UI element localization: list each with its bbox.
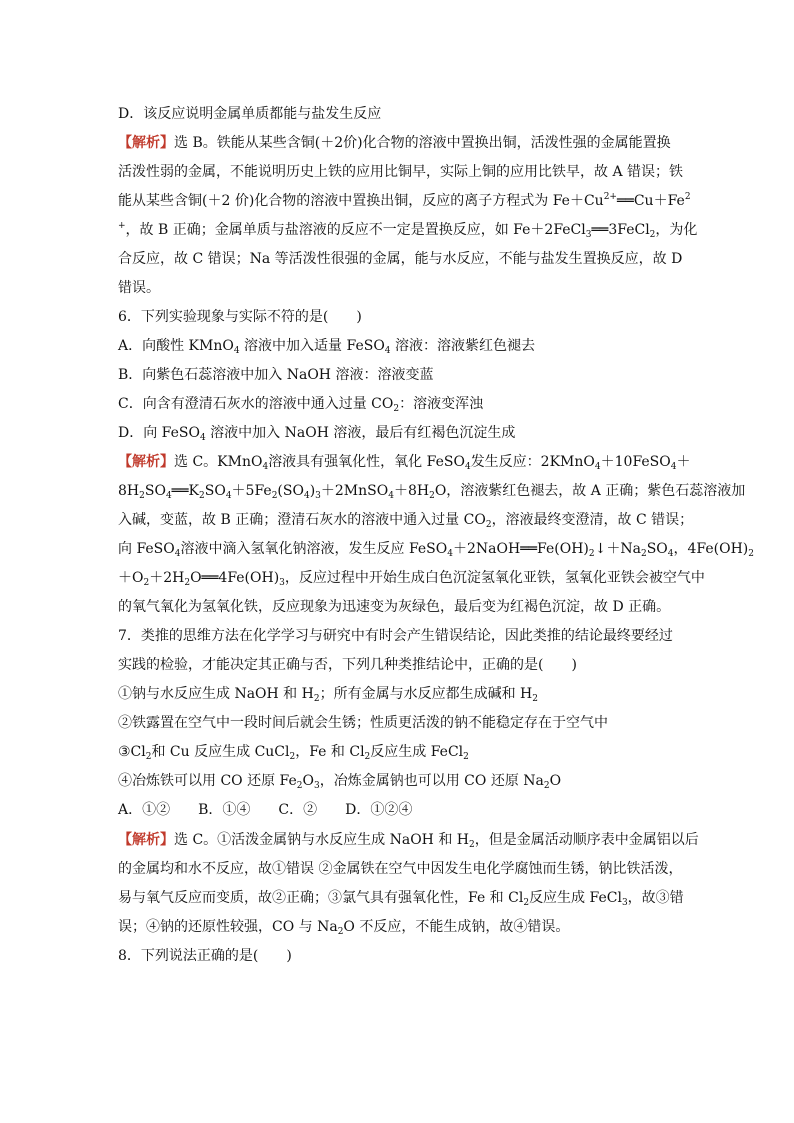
line-text: C．向含有澄清石灰水的溶液中通入过量 $CO_2$：溶液变浑浊 <box>118 396 484 414</box>
q7-analysis-line <box>118 855 683 884</box>
line-text: 选 B。铁能从某些含铜(＋2价)化合物的溶液中置换出铜，活泼性强的金属能置换 <box>174 135 671 151</box>
line-text: 6．下列实验现象与实际不符的是( ) <box>118 309 362 325</box>
line-text: $8H_2SO_4══K_2SO_4+5Fe_2(SO_4)_3+2MnSO_4+8H_2O$，溶液紫红色褪去，故 A 正确；紫色石蕊溶液加 <box>118 483 746 501</box>
q7-analysis-line <box>118 884 684 913</box>
q7-statement <box>118 767 678 796</box>
q7-statement <box>118 738 678 767</box>
q8-stem <box>118 942 678 971</box>
line-text: 选 C。KMnO$_4$溶液具有强氧化性，氧化 FeSO$_4$发生反应：2KMnO$_4$＋10FeSO$_4$＋ <box>174 454 691 472</box>
line-text: ④冶炼铁可以用 CO 还原 $Fe_2O_3$，冶炼金属钠也可以用 CO 还原 $Na_2O$ <box>118 773 562 791</box>
q7-stem <box>118 622 678 651</box>
q5-option-d <box>118 100 678 129</box>
q7-statement <box>118 680 678 709</box>
q6-analysis-line <box>118 564 705 593</box>
line-text: D．该反应说明金属单质都能与盐发生反应 <box>118 106 382 122</box>
q6-analysis-line <box>118 593 678 622</box>
line-text: $+O_2+2H_2O══4Fe(OH)_3$，反应过程中开始生成白色沉淀氢氧化亚铁，氢氧化亚铁会被空气中 <box>118 570 705 588</box>
line-text: 8．下列说法正确的是( ) <box>118 948 292 964</box>
q7-stem <box>118 651 678 680</box>
line-text: 活泼性弱的金属，不能说明历史上铁的应用比铜早，实际上铜的应用比铁早，故 A 错误；铁 <box>118 164 684 180</box>
analysis-tag: 【解析】 <box>118 454 174 470</box>
line-text: $③Cl_2$和 Cu 反应生成 CuCl$_2$，Fe 和 $Cl_2$反应生成 FeCl$_2$ <box>118 744 469 762</box>
q6-option-d <box>118 419 678 448</box>
line-text: 错误。 <box>118 280 160 296</box>
line-text: ①钠与水反应生成 NaOH 和 $H_2$；所有金属与水反应都生成碱和 $H_2$ <box>118 686 538 704</box>
q5-analysis-line <box>118 187 691 216</box>
document-page <box>118 100 755 971</box>
line-text: 的氧气氧化为氢氧化铁，反应现象为迅速变为灰绿色，最后变为红褐色沉淀，故 D 正确。 <box>118 599 671 615</box>
q6-analysis-line <box>118 535 755 564</box>
line-text: 向 FeSO$_4$溶液中滴入氢氧化钠溶液，发生反应 $FeSO_4+2NaOH══Fe(OH)_2↓+Na_2SO_4$，$4Fe(OH)_2$ <box>118 541 755 559</box>
q7-options <box>118 796 678 825</box>
q7-analysis-line <box>118 913 678 942</box>
line-text: ②铁露置在空气中一段时间后就会生锈；性质更活泼的钠不能稳定存在于空气中 <box>118 715 608 731</box>
line-text: 合反应，故 C 错误；Na 等活泼性很强的金属，能与水反应，不能与盐发生置换反应，故 D <box>118 251 683 267</box>
line-text: B．向紫色石蕊溶液中加入 NaOH 溶液：溶液变蓝 <box>118 367 434 383</box>
line-text: D．向 FeSO$_4$ 溶液中加入 NaOH 溶液，最后有红褐色沉淀生成 <box>118 425 516 443</box>
line-text: 入碱，变蓝，故 B 正确；澄清石灰水的溶液中通入过量 $CO_2$，溶液最终变澄清，故 C 错误； <box>118 512 694 530</box>
line-text: A．①② B．①④ C．② D．①②④ <box>118 802 413 818</box>
analysis-tag: 【解析】 <box>118 135 174 151</box>
q6-option-b <box>118 361 678 390</box>
q5-analysis-line <box>118 216 698 245</box>
q5-analysis-line <box>118 245 683 274</box>
line-text: A．向酸性 KMnO$_4$ 溶液中加入适量 FeSO$_4$ 溶液：溶液紫红色褪去 <box>118 338 535 356</box>
line-text: +，故 B 正确；金属单质与盐溶液的反应不一定是置换反应，如 Fe＋2FeCl$_3$══3FeCl$_2$，为化 <box>118 221 698 240</box>
q7-analysis-line <box>118 826 699 855</box>
line-text: 易与氧气反应而变质，故②正确；③氯气具有强氧化性，Fe 和 $Cl_2$反应生成 FeCl$_3$，故③错 <box>118 890 684 908</box>
q7-statement <box>118 709 678 738</box>
analysis-tag: 【解析】 <box>118 832 174 848</box>
q5-analysis-line <box>118 158 684 187</box>
line-text: 选 C。①活泼金属钠与水反应生成 NaOH 和 $H_2$，但是金属活动顺序表中金属铝以后 <box>174 832 699 850</box>
line-text: 的金属均和水不反应，故①错误 ②金属铁在空气中因发生电化学腐蚀而生锈，钠比铁活泼， <box>118 861 683 877</box>
line-text: 7．类推的思维方法在化学学习与研究中有时会产生错误结论，因此类推的结论最终要经过 <box>118 628 673 644</box>
line-text: 误；④钠的还原性较强，CO 与 $Na_2O$ 不反应，不能生成钠，故④错误。 <box>118 919 570 937</box>
q6-analysis-line <box>118 506 694 535</box>
q6-stem <box>118 303 678 332</box>
q6-option-c <box>118 390 678 419</box>
line-text: 能从某些含铜(＋2 价)化合物的溶液中置换出铜，反应的离子方程式为 $Fe+Cu^{2+}══Cu+Fe^2$ <box>118 192 691 209</box>
q6-option-a <box>118 332 678 361</box>
q6-analysis-line <box>118 477 746 506</box>
line-text: 实践的检验，才能决定其正确与否，下列几种类推结论中，正确的是( ) <box>118 657 577 673</box>
q5-analysis-line <box>118 274 678 303</box>
q6-analysis-line <box>118 448 691 477</box>
q5-analysis-line <box>118 129 678 158</box>
